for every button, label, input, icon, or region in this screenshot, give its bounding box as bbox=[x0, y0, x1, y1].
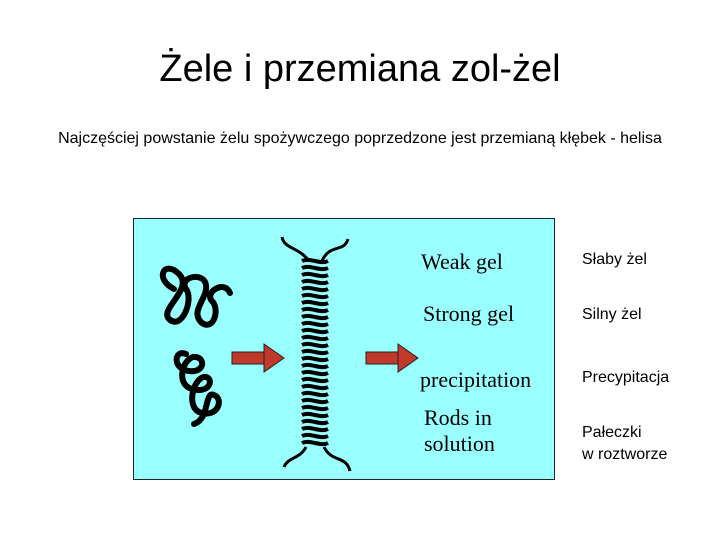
helix-rung bbox=[302, 344, 328, 346]
helix-rung bbox=[302, 421, 328, 423]
helix-rung bbox=[302, 337, 328, 339]
random-coil-bottom bbox=[177, 353, 219, 424]
translation-precipitation: Precypitacja bbox=[582, 369, 670, 386]
helix-rung bbox=[302, 407, 328, 409]
translation-rods-line1: Pałeczki bbox=[582, 424, 642, 441]
helix-top-strand-right bbox=[322, 239, 348, 261]
helix-rung bbox=[302, 274, 328, 276]
translation-strong-gel: Silny żel bbox=[582, 306, 642, 323]
gelation-diagram bbox=[133, 218, 555, 480]
label-strong-gel: Strong gel bbox=[423, 301, 515, 326]
helix-rung bbox=[302, 365, 328, 367]
helix-rung bbox=[302, 288, 328, 290]
helix-rung bbox=[302, 435, 328, 437]
slide-subtitle: Najczęściej powstanie żelu spożywczego poprzedzone jest przemianą kłębek - helisa bbox=[58, 130, 662, 147]
helix-rung bbox=[302, 295, 328, 297]
helix-rung bbox=[302, 330, 328, 332]
arrow-2 bbox=[366, 344, 418, 372]
helix-rung bbox=[302, 281, 328, 283]
helix-rung bbox=[302, 260, 328, 262]
label-weak-gel: Weak gel bbox=[421, 249, 503, 274]
helix-rungs bbox=[302, 260, 328, 444]
helix-rung bbox=[302, 386, 328, 388]
helix-rung bbox=[302, 379, 328, 381]
helix-bottom-strand-right bbox=[324, 447, 350, 471]
helix-rung bbox=[302, 316, 328, 318]
helix-top-strand-left bbox=[282, 237, 309, 261]
helix-rung bbox=[302, 302, 328, 304]
label-rods-line1: Rods in bbox=[424, 405, 492, 430]
helix-rung bbox=[302, 309, 328, 311]
helix-rung bbox=[302, 414, 328, 416]
helix-rung bbox=[302, 358, 328, 360]
helix-rung bbox=[302, 351, 328, 353]
helix-bottom-strand-left bbox=[284, 447, 306, 467]
label-precipitation: precipitation bbox=[420, 367, 532, 392]
helix-rung bbox=[302, 393, 328, 395]
helix-rung bbox=[302, 428, 328, 430]
label-rods-line2: solution bbox=[424, 431, 495, 456]
helix-rung bbox=[302, 400, 328, 402]
helix-rung bbox=[302, 372, 328, 374]
translation-weak-gel: Słaby żel bbox=[582, 251, 647, 268]
helix-rung bbox=[302, 323, 328, 325]
helix-rung bbox=[302, 442, 328, 444]
helix-rung bbox=[302, 267, 328, 269]
random-coil-top bbox=[163, 269, 230, 325]
slide-title: Żele i przemiana zol-żel bbox=[159, 48, 561, 90]
translation-rods-line2: w roztworze bbox=[582, 446, 668, 463]
arrow-1 bbox=[232, 344, 284, 372]
